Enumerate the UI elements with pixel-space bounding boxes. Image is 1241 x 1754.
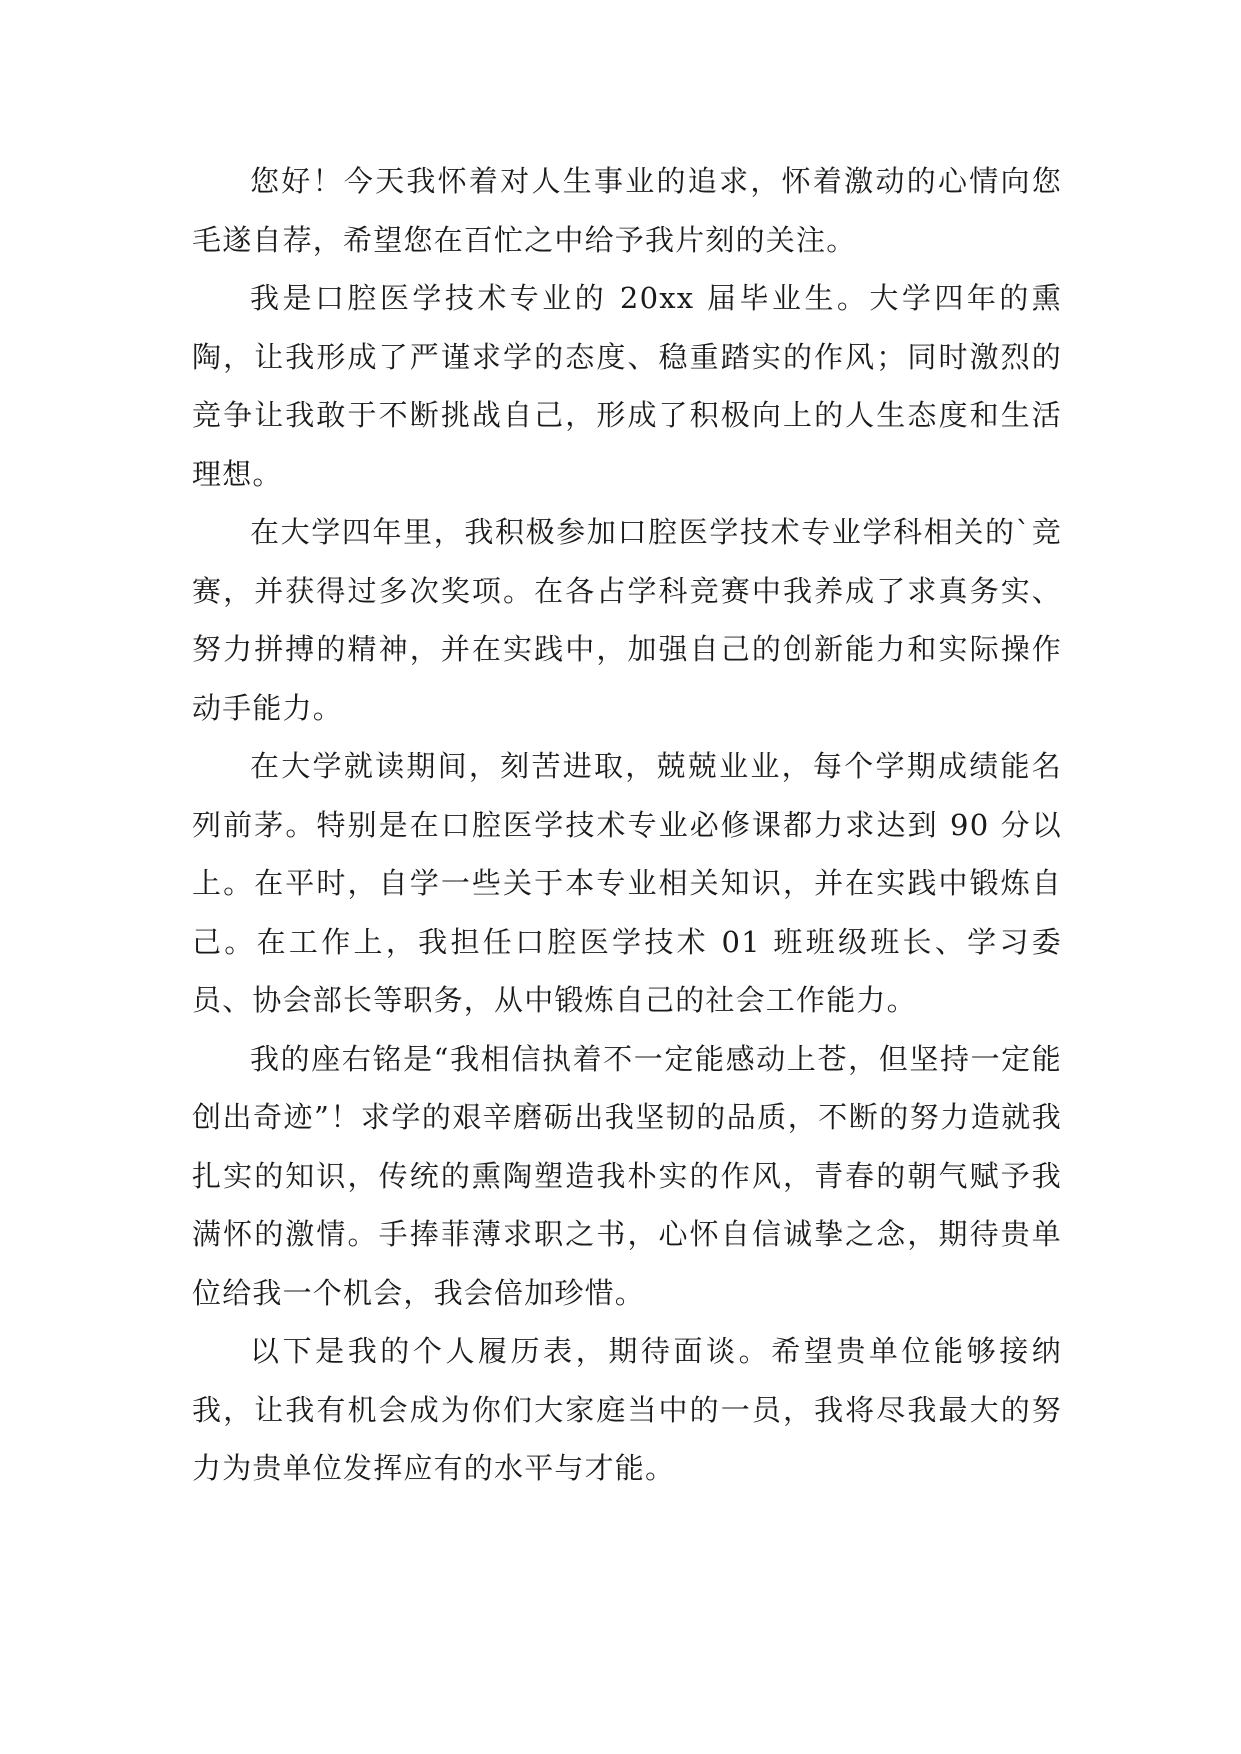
- letter-body: [192, 152, 1062, 1498]
- paragraph-academics: 在大学就读期间，刻苦进取，兢兢业业，每个学期成绩能名列前茅。特别是在口腔医学技术专业必修课都力求达到 90 分以上。在平时，自学一些关于本专业相关知识，并在实践中锻炼自己。在工作上，我担任口腔医学技术 01 班班级班长、学习委员、协会部长等职务，从中锻炼自己的社会工作能力。: [192, 749, 1062, 1017]
- paragraph-closing: 以下是我的个人履历表，期待面谈。希望贵单位能够接纳我，让我有机会成为你们大家庭当中的一员，我将尽我最大的努力为贵单位发挥应有的水平与才能。: [192, 1334, 1062, 1485]
- paragraph-competitions: 在大学四年里，我积极参加口腔医学技术专业学科相关的`竞赛，并获得过多次奖项。在各占学科竞赛中我养成了求真务实、努力拼搏的精神，并在实践中，加强自己的创新能力和实际操作动手能力。: [192, 515, 1062, 725]
- paragraph-background: 我是口腔医学技术专业的 20xx 届毕业生。大学四年的熏陶，让我形成了严谨求学的态度、稳重踏实的作风；同时激烈的竞争让我敢于不断挑战自己，形成了积极向上的人生态度和生活理想。: [192, 281, 1062, 491]
- paragraph-greeting: 您好！今天我怀着对人生事业的追求，怀着激动的心情向您毛遂自荐，希望您在百忙之中给予我片刻的关注。: [192, 164, 1062, 257]
- paragraph-motto: 我的座右铭是“我相信执着不一定能感动上苍，但坚持一定能创出奇迹”！求学的艰辛磨砺出我坚韧的品质，不断的努力造就我扎实的知识，传统的熏陶塑造我朴实的作风，青春的朝气赋予我满怀的激情。手捧菲薄求职之书，心怀自信诚挚之念，期待贵单位给我一个机会，我会倍加珍惜。: [192, 1041, 1062, 1310]
